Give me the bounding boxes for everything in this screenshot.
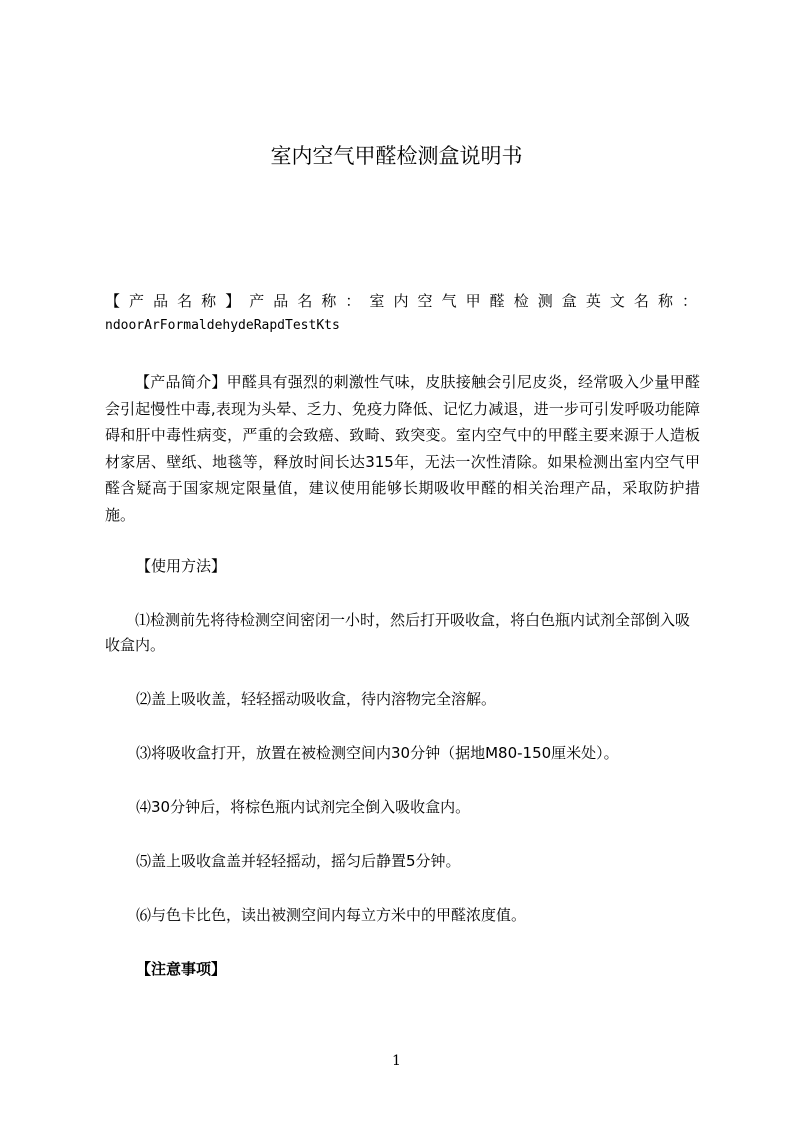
product-intro: 【产品简介】甲醛具有强烈的刺激性气味，皮肤接触会引尼皮炎，经常吸入少量甲醛会引起慢性中毒,表现为头晕、乏力、免疫力降低、记忆力减退，进一步可引发呼吸功能障碍和肝中毒性病变，严重的会致癌、致畸、致突变。室内空气中的甲醛主要来源于人造板材家居、壁纸、地毯等，释放时间长达315年，无法一次性清除。如果检测出室内空气甲醛含疑高于国家规定限量值，建议使用能够长期吸收甲醛的相关治理产品，采取防护措施。: [105, 373, 700, 524]
page-number: 1: [392, 1053, 401, 1069]
usage-step-2: ⑵盖上吸收盖，轻轻摇动吸收盒，待内溶物完全溶解。: [136, 690, 497, 708]
product-name-line: 【产品名称】产品名称：室内空气甲醛检测盒英文名称：: [105, 292, 700, 310]
usage-step-3: ⑶将吸收盒打开，放置在被检测空间内30分钟（据地M80-150厘米处）。: [136, 744, 619, 762]
usage-step-1: ⑴检测前先将待检测空间密闭一小时，然后打开吸收盒，将白色瓶内试剂全部倒入吸收盒内。: [105, 611, 691, 654]
usage-heading: 【使用方法】: [136, 557, 227, 575]
usage-step-5: ⑸盖上吸收盒盖并轻轻摇动，摇匀后静置5分钟。: [136, 852, 461, 870]
document-title: 室内空气甲醛检测盒说明书: [270, 144, 523, 168]
product-english-name: ndoorArFormaldehydeRapdTestKts: [105, 318, 340, 333]
usage-step-4: ⑷30分钟后，将棕色瓶内试剂完全倒入吸收盒内。: [136, 798, 471, 816]
notes-heading: 【注意事项】: [136, 960, 227, 978]
usage-step-6: ⑹与色卡比色，读出被测空间内每立方米中的甲醛浓度值。: [136, 906, 527, 924]
